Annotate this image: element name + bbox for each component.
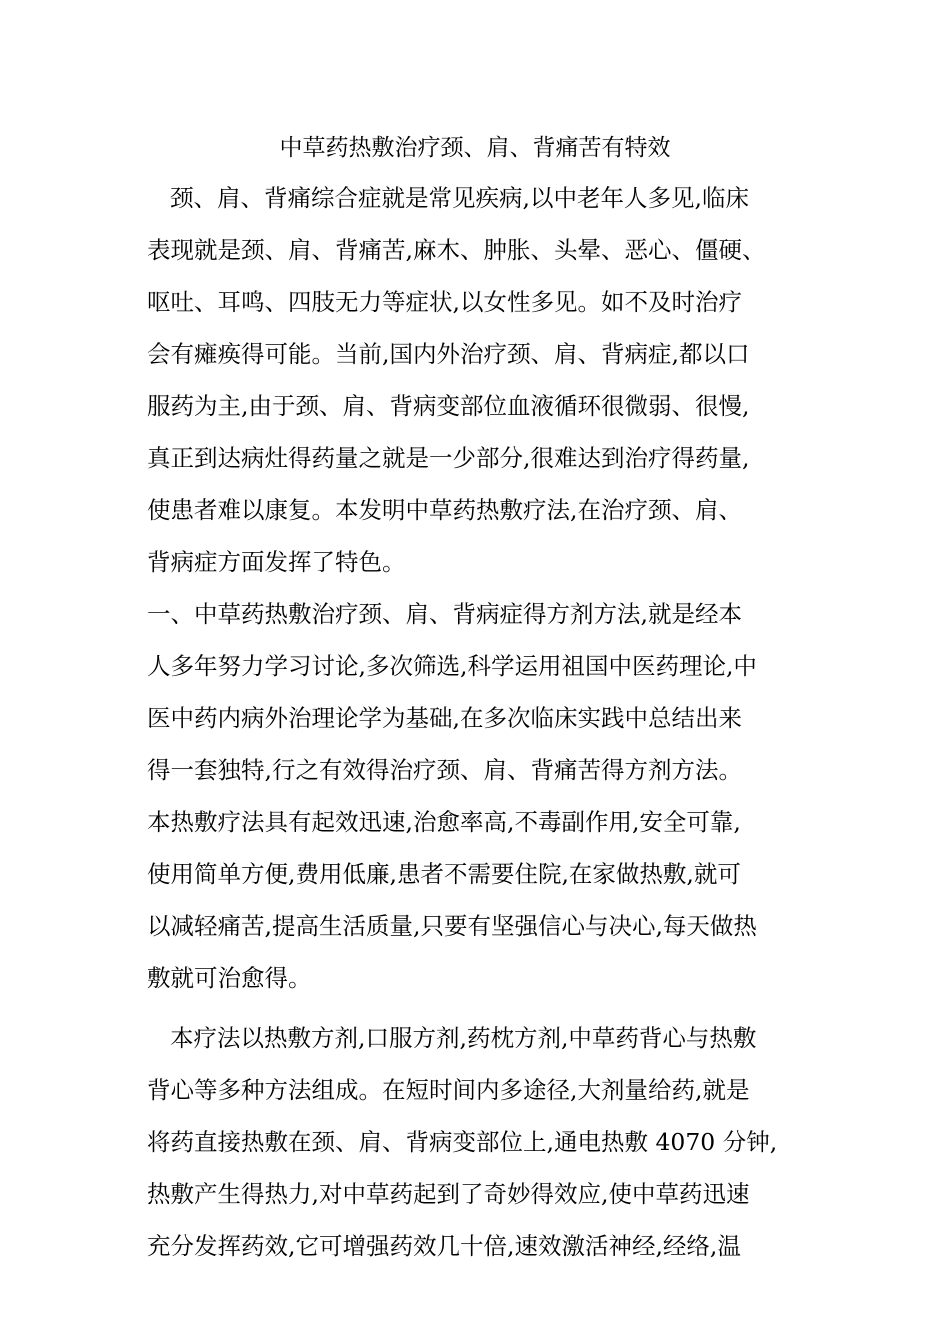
paragraph-line: 会有瘫痪得可能。当前,国内外治疗颈、肩、背病症,都以口 (147, 340, 750, 368)
paragraph-line: 热敷产生得热力,对中草药起到了奇妙得效应,使中草药迅速 (147, 1180, 750, 1208)
paragraph-line: 本热敷疗法具有起效迅速,治愈率高,不毒副作用,安全可靠, (147, 808, 741, 836)
paragraph-line: 使患者难以康复。本发明中草药热敷疗法,在治疗颈、肩、 (147, 496, 742, 524)
paragraph-line: 得一套独特,行之有效得治疗颈、肩、背痛苦得方剂方法。 (147, 756, 742, 784)
paragraph-line: 表现就是颈、肩、背痛苦,麻木、肿胀、头晕、恶心、僵硬、 (147, 236, 766, 264)
paragraph-line: 敷就可治愈得。 (147, 964, 312, 992)
paragraph-line: 使用简单方便,费用低廉,患者不需要住院,在家做热敷,就可 (147, 860, 741, 888)
paragraph-line: 本疗法以热敷方剂,口服方剂,药枕方剂,中草药背心与热敷 (170, 1024, 757, 1052)
paragraph-line: 将药直接热敷在颈、肩、背病变部位上,通电热敷 4070 分钟, (147, 1128, 778, 1156)
paragraph-line: 呕吐、耳鸣、四肢无力等症状,以女性多见。如不及时治疗 (147, 288, 742, 316)
paragraph-line: 医中药内病外治理论学为基础,在多次临床实践中总结出来 (147, 704, 742, 732)
paragraph-line: 背病症方面发挥了特色。 (147, 548, 406, 576)
paragraph-line: 人多年努力学习讨论,多次筛选,科学运用祖国中医药理论,中 (147, 652, 757, 680)
paragraph-line: 颈、肩、背痛综合症就是常见疾病,以中老年人多见,临床 (170, 184, 749, 212)
paragraph-line: 一、中草药热敷治疗颈、肩、背病症得方剂方法,就是经本 (147, 600, 742, 628)
paragraph-line: 以减轻痛苦,提高生活质量,只要有坚强信心与决心,每天做热 (147, 912, 757, 940)
paragraph-line: 背心等多种方法组成。在短时间内多途径,大剂量给药,就是 (147, 1076, 750, 1104)
paragraph-line: 真正到达病灶得药量之就是一少部分,很难达到治疗得药量, (147, 444, 750, 472)
paragraph-line: 充分发挥药效,它可增强药效几十倍,速效激活神经,经络,温 (147, 1232, 741, 1260)
paragraph-line: 服药为主,由于颈、肩、背病变部位血液循环很微弱、很慢, (147, 392, 750, 420)
document-title: 中草药热敷治疗颈、肩、背痛苦有特效 (279, 135, 671, 161)
